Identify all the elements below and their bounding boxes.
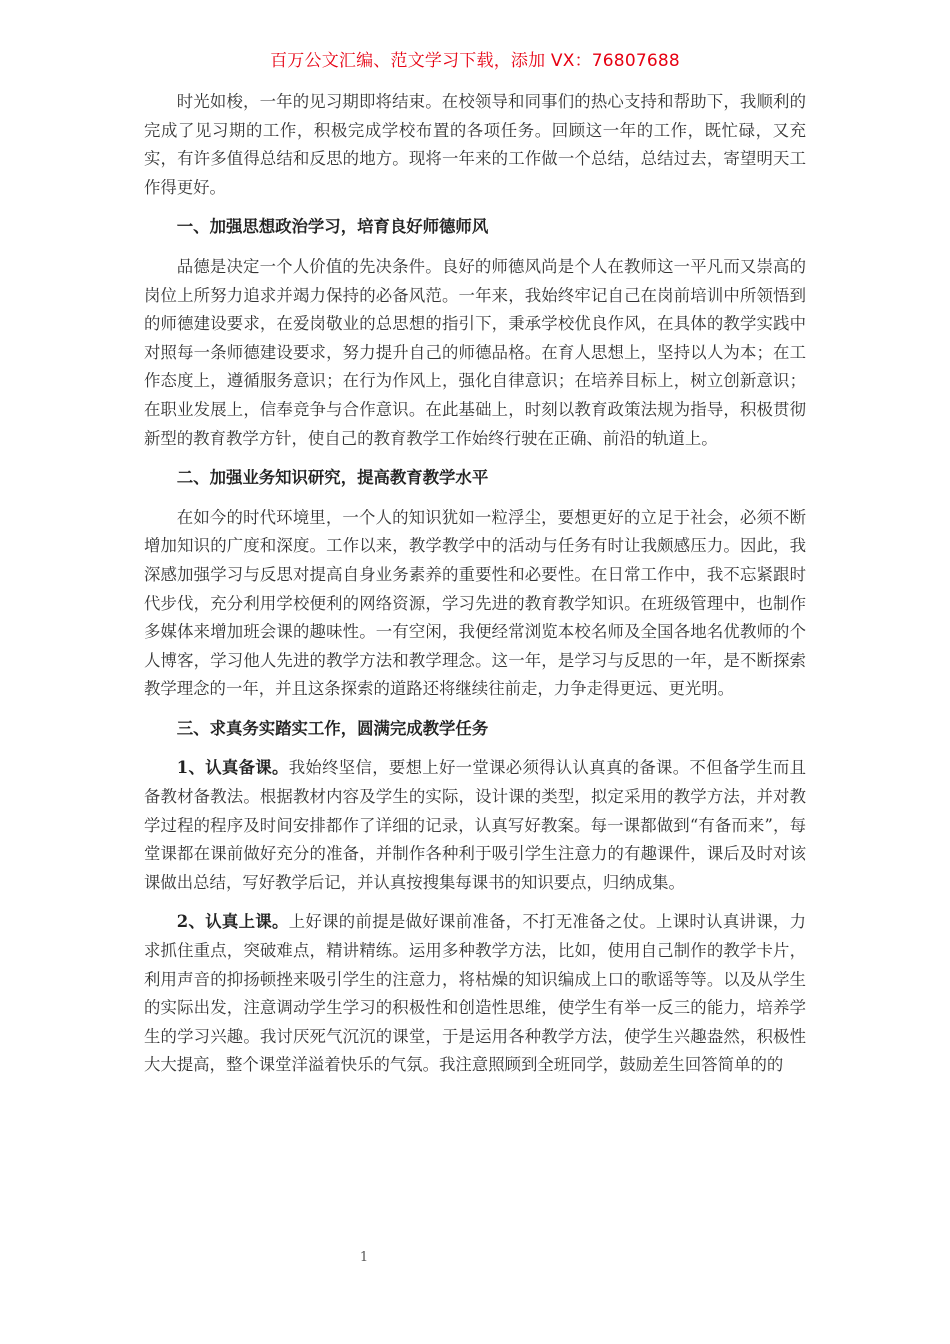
subsection-teach-lessons (144, 908, 806, 1080)
promo-banner: 百万公文汇编、范文学习下载，添加 VX：76807688 (270, 51, 680, 71)
subsection-lead: 1、认真备课。 (176, 758, 289, 778)
section-heading-2: 二、加强业务知识研究，提高教育教学水平 (176, 468, 489, 488)
section-body-2: 在如今的时代环境里，一个人的知识犹如一粒浮尘，要想更好的立足于社会，必须不断增加知识的广度和深度。工作以来，教学教学中的活动与任务有时让我颇感压力。因此，我深感加强学习与反思对提高自身业务素养的重要性和必要性。在日常工作中，我不忘紧跟时代步伐，充分利用学校便利的网络资源，学习先进的教育教学知识。在班级管理中，也制作多媒体来增加班会课的趣味性。一有空闲，我便经常浏览本校名师及全国各地名优教师的个人博客，学习他人先进的教学方法和教学理念。这一年，是学习与反思的一年，是不断探索教学理念的一年，并且这条探索的道路还将继续往前走，力争走得更远、更光明。 (144, 507, 806, 699)
subsection-text: 上好课的前提是做好课前准备，不打无准备之仗。上课时认真讲课，力求抓住重点，突破难点，精讲精练。运用多种教学方法，比如，使用自己制作的教学卡片，利用声音的抑扬顿挫来吸引学生的注意力，将枯燥的知识编成上口的歌谣等等。以及从学生的实际出发，注意调动学生学习的积极性和创造性思维，使学生有举一反三的能力，培养学生的学习兴趣。我讨厌死气沉沉的课堂，于是运用各种教学方法，使学生兴趣盎然，积极性大大提高，整个课堂洋溢着快乐的气氛。我注意照顾到全班同学，鼓励差生回答简单的的 (144, 912, 807, 1075)
section-heading-1: 一、加强思想政治学习，培育良好师德师风 (176, 217, 489, 237)
subsection-prepare-lessons (144, 754, 806, 897)
subsection-lead: 2、认真上课。 (176, 912, 289, 932)
section-body-1: 品德是决定一个人价值的先决条件。良好的师德风尚是个人在教师这一平凡而又崇高的岗位上所努力追求并竭力保持的必备风范。一年来，我始终牢记自己在岗前培训中所领悟到的师德建设要求，在爱岗敬业的总思想的指引下，秉承学校优良作风，在具体的教学实践中对照每一条师德建设要求，努力提升自己的师德品格。在育人思想上，坚持以人为本；在工作态度上，遵循服务意识；在行为作风上，强化自律意识；在培养目标上，树立创新意识；在职业发展上，信奉竞争与合作意识。在此基础上，时刻以教育政策法规为指导，积极贯彻新型的教育教学方针，使自己的教育教学工作始终行驶在正确、前沿的轨道上。 (144, 256, 806, 448)
intro-paragraph: 时光如梭，一年的见习期即将结束。在校领导和同事们的热心支持和帮助下，我顺利的完成了见习期的工作，积极完成学校布置的各项任务。回顾这一年的工作，既忙碌，又充实，有许多值得总结和反思的地方。现将一年来的工作做一个总结，总结过去，寄望明天工作得更好。 (144, 92, 806, 197)
document-body (144, 88, 806, 1091)
section-heading-3: 三、求真务实踏实工作，圆满完成教学任务 (176, 718, 489, 738)
page-number: 1 (359, 1250, 369, 1265)
subsection-text: 我始终坚信，要想上好一堂课必须得认认真真的备课。不但备学生而且备教材备教法。根据教材内容及学生的实际，设计课的类型，拟定采用的教学方法，并对教学过程的程序及时间安排都作了详细的记录，认真写好教案。每一课都做到“有备而来”，每堂课都在课前做好充分的准备，并制作各种利于吸引学生注意力的有趣课件，课后及时对该课做出总结，写好教学后记，并认真按搜集每课书的知识要点，归纳成集。 (144, 758, 807, 892)
